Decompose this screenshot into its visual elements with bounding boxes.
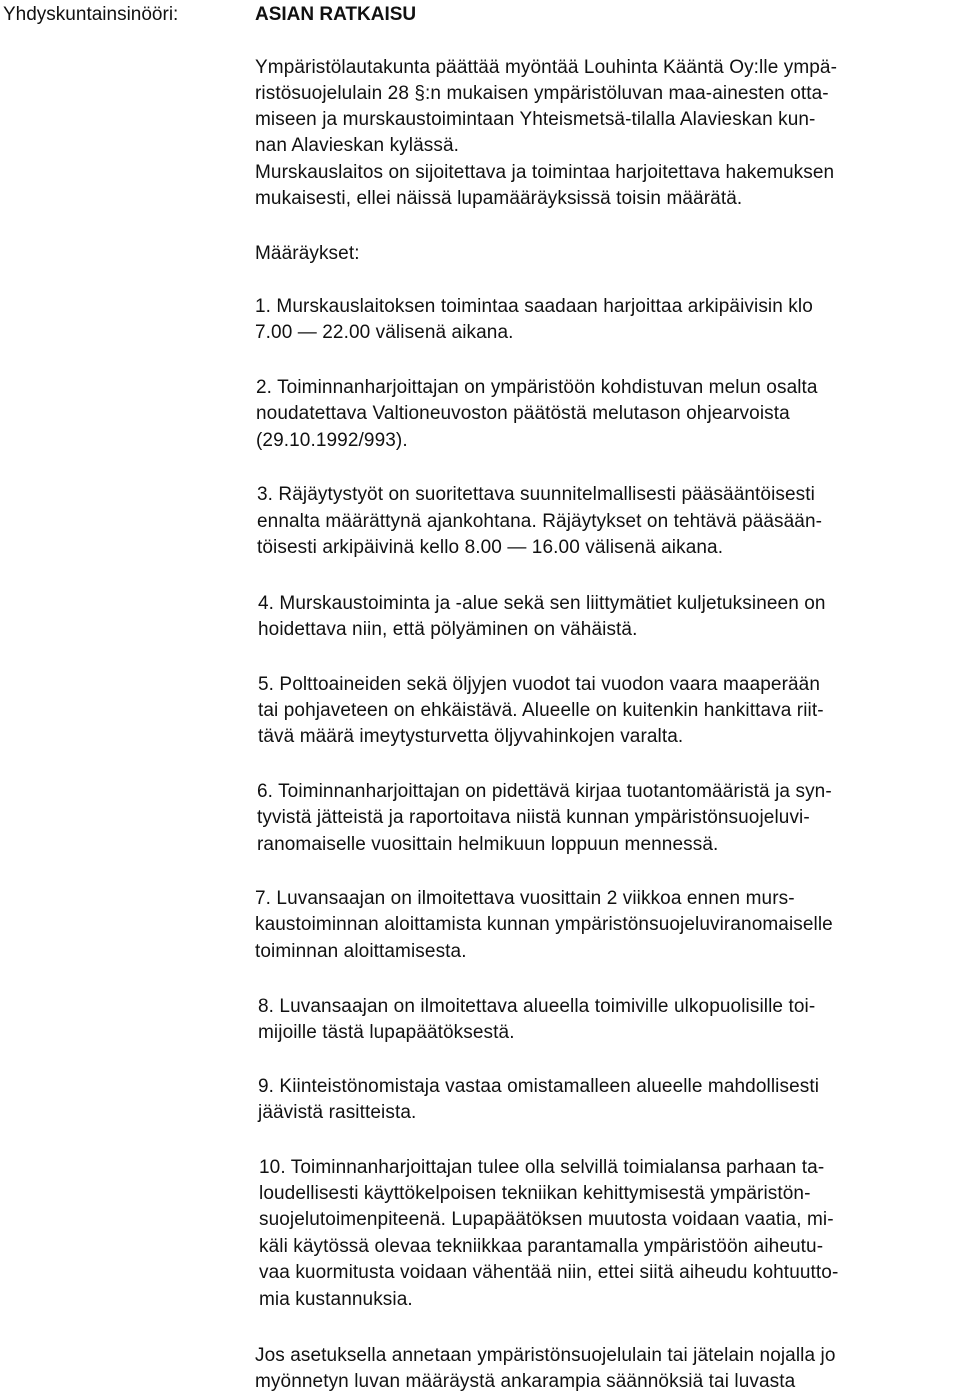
text-line: kaustoiminnan aloittamista kunnan ympäristönsuojeluviranomaiselle (255, 914, 833, 935)
text-line: Ympäristölautakunta päättää myöntää Louhinta Kääntä Oy:lle ympä- (255, 57, 838, 78)
text-line: tävä määrä imeytysturvetta öljyvahinkojen varalta. (258, 726, 684, 747)
text-line: noudatettava Valtioneuvoston päätöstä melutason ohjearvoista (256, 403, 790, 424)
text-line: toiminnan aloittamisesta. (255, 941, 467, 962)
text-line: mukaisesti, ellei näissä lupamääräyksissä toisin määrätä. (255, 188, 743, 209)
text-line: 8. Luvansaajan on ilmoitettava alueella toimiville ulkopuolisille toi- (258, 996, 816, 1017)
regulations-title: Määräykset: (255, 243, 360, 264)
text-line: nan Alavieskan kylässä. (255, 135, 460, 156)
text-line: 7. Luvansaajan on ilmoitettava vuosittain 2 viikkoa ennen murs- (255, 888, 795, 909)
text-line: tyvistä jätteistä ja raportoitava niistä kunnan ympäristönsuojeluvi- (257, 807, 810, 828)
text-line: vaa kuormitusta voidaan vähentää niin, ettei siitä aiheudu kohtuutto- (259, 1262, 839, 1283)
text-line: 6. Toiminnanharjoittajan on pidettävä kirjaa tuotantomääristä ja syn- (257, 781, 832, 802)
text-line: ranomaiselle vuosittain helmikuun loppuun mennessä. (257, 834, 719, 855)
text-line: 2. Toiminnanharjoittajan on ympäristöön kohdistuvan melun osalta (256, 377, 818, 398)
text-line: jäävistä rasitteista. (258, 1102, 417, 1123)
section-heading: ASIAN RATKAISU (255, 4, 417, 25)
text-line: Murskauslaitos on sijoitettava ja toimintaa harjoitettava hakemuksen (255, 162, 835, 183)
text-line: Jos asetuksella annetaan ympäristönsuojelulain tai jätelain nojalla jo (255, 1345, 836, 1366)
text-line: ristösuojelulain 28 §:n mukaisen ympäristöluvan maa-ainesten otta- (255, 83, 829, 104)
text-line: mijoille tästä lupapäätöksestä. (258, 1022, 515, 1043)
text-line: miseen ja murskaustoimintaan Yhteismetsä-tilalla Alavieskan kun- (255, 109, 816, 130)
text-line: 7.00 — 22.00 välisenä aikana. (255, 322, 514, 343)
text-line: käli käytössä olevaa tekniikkaa parantamalla ympäristöön aiheutu- (259, 1236, 824, 1257)
text-line: 9. Kiinteistönomistaja vastaa omistamalleen alueelle mahdollisesti (258, 1076, 820, 1097)
text-line: myönnetyn luvan määräystä ankarampia säännöksiä tai luvasta (255, 1371, 796, 1392)
text-line: 1. Murskauslaitoksen toimintaa saadaan harjoittaa arkipäivisin klo (255, 296, 813, 317)
text-line: töisesti arkipäivinä kello 8.00 — 16.00 välisenä aikana. (257, 537, 724, 558)
text-line: tai pohjaveteen on ehkäistävä. Alueelle on kuitenkin hankittava riit- (258, 700, 824, 721)
text-line: hoidettava niin, että pölyäminen on vähäistä. (258, 619, 638, 640)
text-line: ennalta määrättynä ajankohtana. Räjäytykset on tehtävä pääsään- (257, 511, 823, 532)
text-line: suojelutoimenpiteenä. Lupapäätöksen muutosta voidaan vaatia, mi- (259, 1209, 834, 1230)
text-line: mia kustannuksia. (259, 1289, 413, 1310)
author-label: Yhdyskuntainsinööri: (3, 4, 179, 25)
text-line: 5. Polttoaineiden sekä öljyjen vuodot tai vuodon vaara maaperään (258, 674, 821, 695)
text-line: loudellisesti käyttökelpoisen tekniikan kehittymisestä ympäristön- (259, 1183, 811, 1204)
text-line: 4. Murskaustoiminta ja -alue sekä sen liittymätiet kuljetuksineen on (258, 593, 826, 614)
text-line: 3. Räjäytystyöt on suoritettava suunnitelmallisesti pääsääntöisesti (257, 484, 815, 505)
text-line: 10. Toiminnanharjoittajan tulee olla selvillä toimialansa parhaan ta- (259, 1157, 825, 1178)
text-line: (29.10.1992/993). (256, 430, 408, 451)
